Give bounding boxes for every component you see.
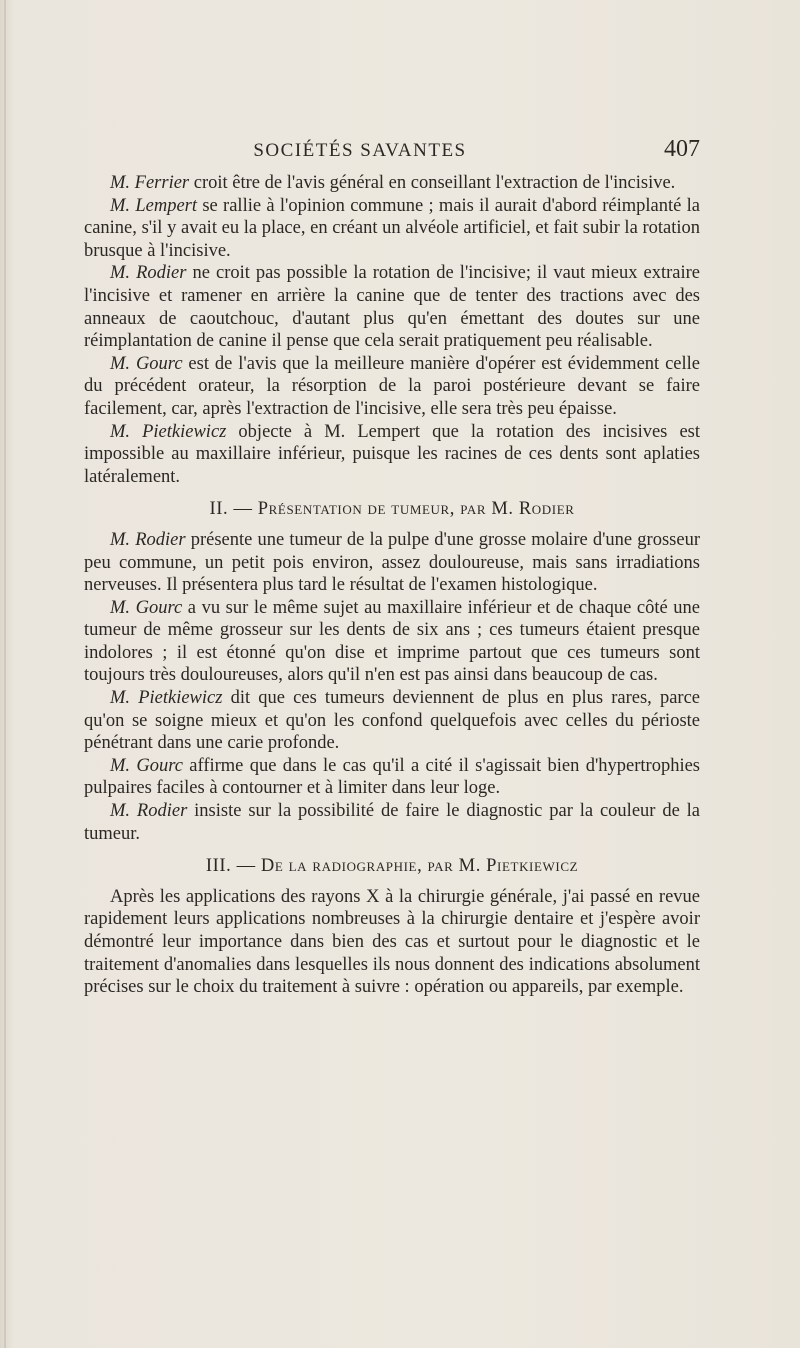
paragraph-text: présente une tumeur de la pulpe d'une grosse molaire d'une grosseur peu commune, un petit pois environ, assez douloureuse, mais sans irradiations nerveuses. Il présentera plus tard le résultat de l'examen histologique. [84,529,700,596]
paragraph [84,172,700,195]
paragraph-text: a vu sur le même sujet au maxillaire inférieur et de chaque côté une tumeur de même grosseur sur les dents de six ans ; ces tumeurs étaient presque indolores ; il est étonné qu'on dise et imprime partout que ces tumeurs sont toujours très douloureuses, alors qu'il n'en est pas ainsi dans beaucoup de cas. [84,597,700,686]
paragraph-text: est de l'avis que la meilleure manière d'opérer est évidemment celle du précédent orateur, la résorption de la paroi postérieure devant se faire facilement, car, après l'extraction de l'incisive, elle sera très peu épaisse. [84,353,700,419]
paragraph-text: insiste sur la possibilité de faire le diagnostic par la couleur de la tumeur. [84,801,701,844]
speaker-name: M. Pietkiewicz [110,688,223,709]
page-number: 407 [664,136,700,162]
speaker-name: M. Rodier [110,801,188,822]
paragraph [84,421,700,489]
speaker-name: M. Rodier [110,263,187,284]
page-header [110,136,700,170]
speaker-name: M. Gourc [110,597,183,618]
speaker-name: M. Rodier [110,529,186,550]
paragraph-text: croit être de l'avis général en conseillant l'extraction de l'incisive. [189,173,676,193]
section-title: III. — De la radiographie, par M. Pietkiewicz [205,856,579,877]
page-edge-shadow [4,0,6,1348]
paragraph-text: Après les applications des rayons X à la chirurgie générale, j'ai passé en revue rapidement leurs applications nombreuses à la chirurgie dentaire et j'espère avoir démontré leur importance dans bien des cas et surtout pour le diagnostic et le traitement d'anomalies dans lesquelles ils nous donnent des indications absolument précises sur le choix du traitement à suivre : opération ou appareils, par exemple. [84,886,700,998]
paragraph [84,529,700,597]
paragraph [84,353,700,421]
speaker-name: M. Ferrier [110,173,190,193]
paragraph-text: objecte à M. Lempert que la rotation des incisives est impossible au maxillaire inférieur, puisque les racines de ces dents sont aplaties latéralement. [84,421,701,487]
paragraph-text: ne croit pas possible la rotation de l'incisive; il vaut mieux extraire l'incisive et ramener en arrière la canine que de tenter des tractions avec des anneaux de caoutchouc, d'autant plus qu'en émettant des doutes sur une réimplantation de canine il pense que cela serait pratiquement peu réalisable. [84,263,700,352]
paragraph-text: dit que ces tumeurs deviennent de plus en plus rares, parce qu'on se soigne mieux et qu'on les confond quelquefois avec celles du périoste pénétrant dans une carie profonde. [84,688,700,754]
running-head: SOCIÉTÉS SAVANTES [253,140,467,161]
paragraph [84,597,700,687]
paragraph [84,800,700,845]
paragraph-text: se rallie à l'opinion commune ; mais il aurait d'abord réimplanté la canine, s'il y avait eu la place, en créant un alvéole artificiel, et fait subir la rotation brusque à l'incisive. [84,195,700,261]
speaker-name: M. Lempert [110,195,198,216]
paragraph [84,262,700,352]
page-body [84,172,700,999]
section-title: II. — Présentation de tumeur, par M. Rodier [209,499,575,520]
paragraph-text: affirme que dans le cas qu'il a cité il s'agissait bien d'hypertrophies pulpaires faciles à contourner et à limiter dans leur loge. [84,755,701,799]
speaker-name: M. Gourc [110,353,183,374]
paragraph [84,687,700,755]
speaker-name: M. Pietkiewicz [110,421,227,442]
paragraph [84,195,700,263]
paragraph [84,755,700,800]
paragraph [84,886,700,999]
speaker-name: M. Gourc [110,755,183,776]
